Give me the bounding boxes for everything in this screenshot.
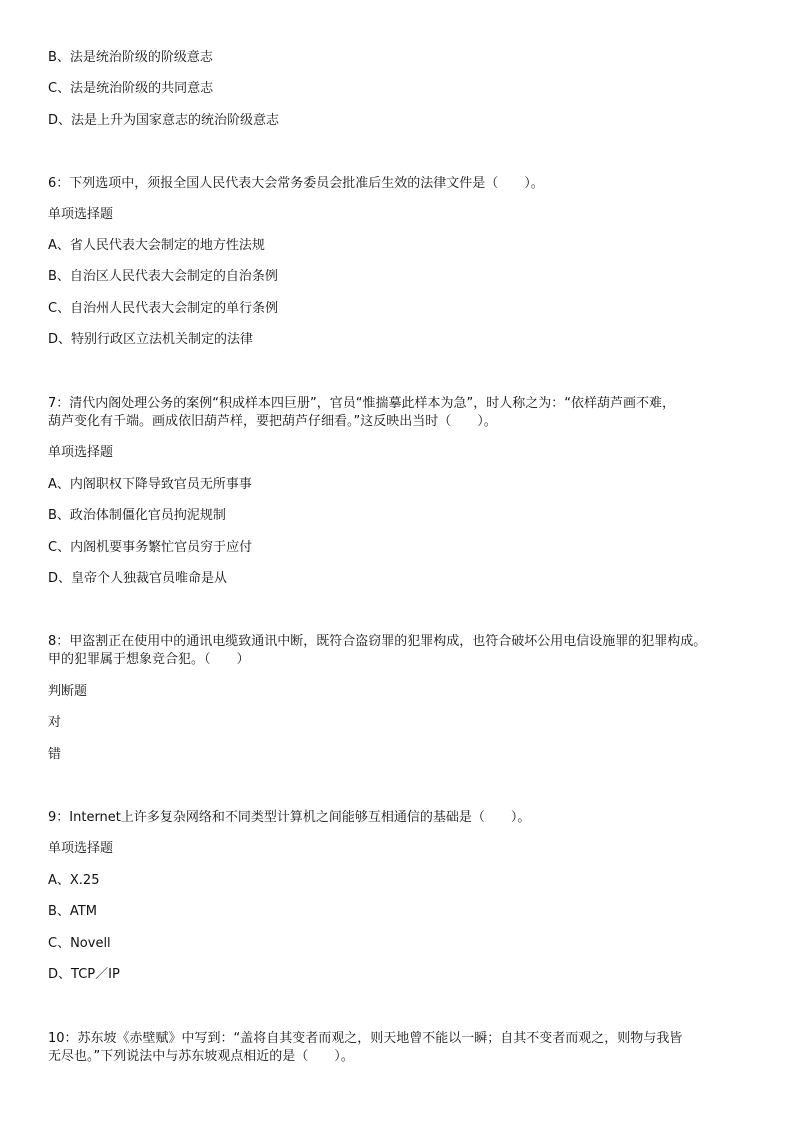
q8-type: 判断题 [48, 684, 88, 699]
q7-type: 单项选择题 [48, 445, 114, 460]
q6-type: 单项选择题 [48, 207, 114, 222]
q9-option-b: B、ATM [48, 904, 97, 919]
q9-option-d: D、TCP／IP [48, 967, 120, 982]
q5-option-b: B、法是统治阶级的阶级意志 [48, 50, 213, 65]
q8-option-true: 对 [48, 715, 62, 730]
q9-option-c: C、Novell [48, 936, 111, 951]
q7-option-d: D、皇帝个人独裁官员唯命是从 [48, 571, 228, 586]
q8-stem-line2: 甲的犯罪属于想象竞合犯。（ ） [48, 652, 250, 667]
q6-option-d: D、特别行政区立法机关制定的法律 [48, 332, 254, 347]
q9-option-a: A、X.25 [48, 873, 100, 888]
q10-stem-line1: 10：苏东坡《赤壁赋》中写到：“盖将自其变者而观之，则天地曾不能以一瞬；自其不变者而观之，则物与我皆 [48, 1031, 683, 1046]
q6-option-c: C、自治州人民代表大会制定的单行条例 [48, 301, 279, 316]
q7-option-c: C、内阁机要事务繁忙官员穷于应付 [48, 540, 253, 555]
q10-stem-line2: 无尽也。”下列说法中与苏东坡观点相近的是（ ）。 [48, 1049, 354, 1064]
q6-stem: 6：下列选项中，须报全国人民代表大会常务委员会批准后生效的法律文件是（ ）。 [48, 176, 544, 191]
q6-option-b: B、自治区人民代表大会制定的自治条例 [48, 269, 278, 284]
q9-stem: 9：Internet上许多复杂网络和不同类型计算机之间能够互相通信的基础是（ ）。 [48, 810, 531, 825]
q7-stem-line2: 葫芦变化有千端。画成依旧葫芦样，要把葫芦仔细看。”这反映出当时（ ）。 [48, 414, 497, 429]
q7-option-b: B、政治体制僵化官员拘泥规制 [48, 508, 226, 523]
q8-option-false: 错 [48, 747, 62, 762]
q8-stem-line1: 8：甲盗割正在使用中的通讯电缆致通讯中断，既符合盗窃罪的犯罪构成，也符合破坏公用电信设施罪的犯罪构成。 [48, 634, 707, 649]
q6-option-a: A、省人民代表大会制定的地方性法规 [48, 238, 265, 253]
q9-type: 单项选择题 [48, 841, 114, 856]
q5-option-d: D、法是上升为国家意志的统治阶级意志 [48, 113, 280, 128]
q7-stem-line1: 7：清代内阁处理公务的案例“积成样本四巨册”，官员“惟揣摹此样本为急”，时人称之为：“依样葫芦画不难， [48, 396, 675, 411]
q7-option-a: A、内阁职权下降导致官员无所事事 [48, 477, 252, 492]
q5-option-c: C、法是统治阶级的共同意志 [48, 81, 214, 96]
